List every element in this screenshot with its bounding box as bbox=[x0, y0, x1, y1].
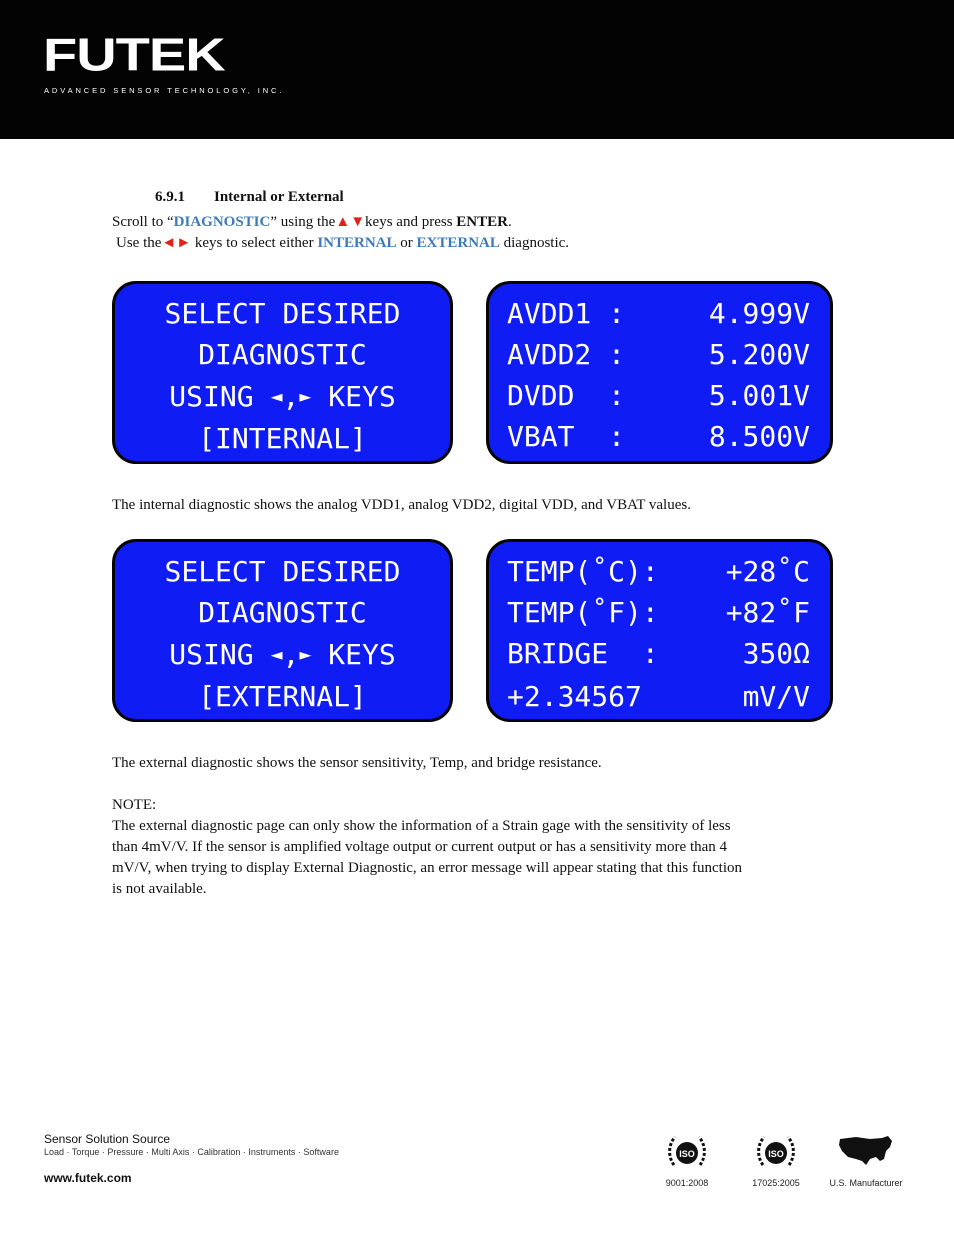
iso-laurel-icon bbox=[755, 1133, 797, 1171]
left-triangle-icon: ◄ bbox=[270, 384, 283, 408]
up-down-arrows-icon: ▲▼ bbox=[335, 214, 366, 230]
lcd-select-internal bbox=[112, 281, 453, 464]
text: diagnostic. bbox=[499, 235, 570, 251]
lcd-label: AVDD1 : bbox=[507, 297, 626, 330]
note-line: mV/V, when trying to display External Diagnostic, an error message will appear stating that this function bbox=[112, 860, 742, 876]
lcd-row: DIAGNOSTIC bbox=[198, 596, 367, 629]
lcd-label: BRIDGE : bbox=[507, 637, 659, 670]
lcd-row bbox=[489, 677, 830, 717]
lcd-internal-values bbox=[486, 281, 833, 464]
lcd-row bbox=[115, 634, 450, 674]
lcd-row: [EXTERNAL] bbox=[198, 680, 367, 713]
lcd-external-values bbox=[486, 539, 833, 722]
iso-17025-badge bbox=[748, 1133, 804, 1188]
lcd-row: SELECT DESIRED bbox=[164, 297, 401, 330]
usa-map-icon bbox=[836, 1133, 896, 1171]
lcd-value: 4.999V bbox=[708, 297, 810, 330]
left-right-arrows-icon: ◄► bbox=[161, 235, 192, 251]
section-title: Internal or External bbox=[214, 189, 344, 205]
text: USING bbox=[169, 638, 271, 671]
internal-description: The internal diagnostic shows the analog VDD1, analog VDD2, digital VDD, and VBAT values. bbox=[112, 497, 691, 513]
text: or bbox=[396, 235, 417, 251]
lcd-row: DIAGNOSTIC bbox=[198, 338, 367, 371]
text: , bbox=[282, 380, 300, 413]
text: . bbox=[507, 214, 512, 230]
lcd-row bbox=[489, 376, 830, 416]
left-triangle-icon: ◄ bbox=[270, 642, 283, 666]
logo-tagline: ADVANCED SENSOR TECHNOLOGY, INC. bbox=[44, 86, 285, 95]
lcd-value: 350Ω bbox=[742, 637, 810, 670]
lcd-select-external bbox=[112, 539, 453, 722]
text: keys to select either bbox=[191, 235, 318, 251]
iso-laurel-icon bbox=[666, 1133, 708, 1171]
lcd-row bbox=[489, 552, 830, 592]
lcd-label: DVDD : bbox=[507, 379, 626, 412]
lcd-value: mV/V bbox=[742, 680, 810, 713]
footer-url-link[interactable]: www.futek.com bbox=[44, 1171, 132, 1185]
note-heading: NOTE: bbox=[112, 797, 157, 813]
header-bar bbox=[0, 0, 954, 139]
iso-badge-text: ISO bbox=[768, 1149, 784, 1159]
text: keys and press bbox=[365, 214, 457, 230]
iso-9001-badge bbox=[661, 1133, 713, 1188]
note-line: is not available. bbox=[112, 881, 207, 897]
lcd-value: +82˚F bbox=[725, 596, 810, 629]
lcd-label: VBAT : bbox=[507, 420, 626, 453]
text: ” using the bbox=[270, 214, 336, 230]
section-heading bbox=[155, 189, 344, 206]
lcd-row: SELECT DESIRED bbox=[164, 555, 401, 588]
text: , bbox=[282, 638, 300, 671]
footer-products: Load · Torque · Pressure · Multi Axis · Calibration · Instruments · Software bbox=[44, 1147, 339, 1157]
text: USING bbox=[169, 380, 271, 413]
us-manufacturer-badge bbox=[826, 1133, 906, 1188]
cert-caption: 17025:2005 bbox=[752, 1178, 800, 1188]
lcd-label: AVDD2 : bbox=[507, 338, 626, 371]
section-number: 6.9.1 bbox=[155, 189, 185, 205]
cert-caption: 9001:2008 bbox=[665, 1178, 709, 1188]
iso-badge-text: ISO bbox=[679, 1149, 695, 1159]
lcd-label: TEMP(˚F): bbox=[507, 596, 659, 629]
keyword-enter: ENTER bbox=[456, 214, 508, 230]
instruction-line-1 bbox=[112, 214, 512, 231]
manufacturer-caption: U.S. Manufacturer bbox=[829, 1178, 903, 1188]
lcd-row bbox=[489, 593, 830, 633]
lcd-row bbox=[489, 294, 830, 334]
lcd-value: 8.500V bbox=[708, 420, 810, 453]
futek-logo: FUTEK bbox=[43, 28, 225, 81]
right-triangle-icon: ► bbox=[299, 384, 312, 408]
keyword-internal: INTERNAL bbox=[317, 235, 397, 251]
text: Scroll to “ bbox=[112, 214, 174, 230]
keyword-diagnostic: DIAGNOSTIC bbox=[173, 214, 271, 230]
lcd-value: +28˚C bbox=[725, 555, 810, 588]
note-line: The external diagnostic page can only show the information of a Strain gage with the sensitivity of less bbox=[112, 818, 731, 834]
text: KEYS bbox=[311, 380, 396, 413]
footer-title: Sensor Solution Source bbox=[44, 1132, 171, 1146]
instruction-line-2 bbox=[116, 235, 569, 252]
text: KEYS bbox=[311, 638, 396, 671]
lcd-row bbox=[489, 335, 830, 375]
lcd-row bbox=[489, 417, 830, 457]
lcd-label: +2.34567 bbox=[507, 680, 642, 713]
lcd-row bbox=[489, 634, 830, 674]
lcd-value: 5.200V bbox=[708, 338, 810, 371]
right-triangle-icon: ► bbox=[299, 642, 312, 666]
lcd-label: TEMP(˚C): bbox=[507, 555, 659, 588]
lcd-value: 5.001V bbox=[708, 379, 810, 412]
external-description: The external diagnostic shows the sensor sensitivity, Temp, and bridge resistance. bbox=[112, 755, 602, 771]
lcd-row: [INTERNAL] bbox=[198, 422, 367, 455]
text: Use the bbox=[116, 235, 162, 251]
note-line: than 4mV/V. If the sensor is amplified voltage output or current output or has a sensitivity more than 4 bbox=[112, 839, 728, 855]
keyword-external: EXTERNAL bbox=[416, 235, 500, 251]
lcd-row bbox=[115, 376, 450, 416]
